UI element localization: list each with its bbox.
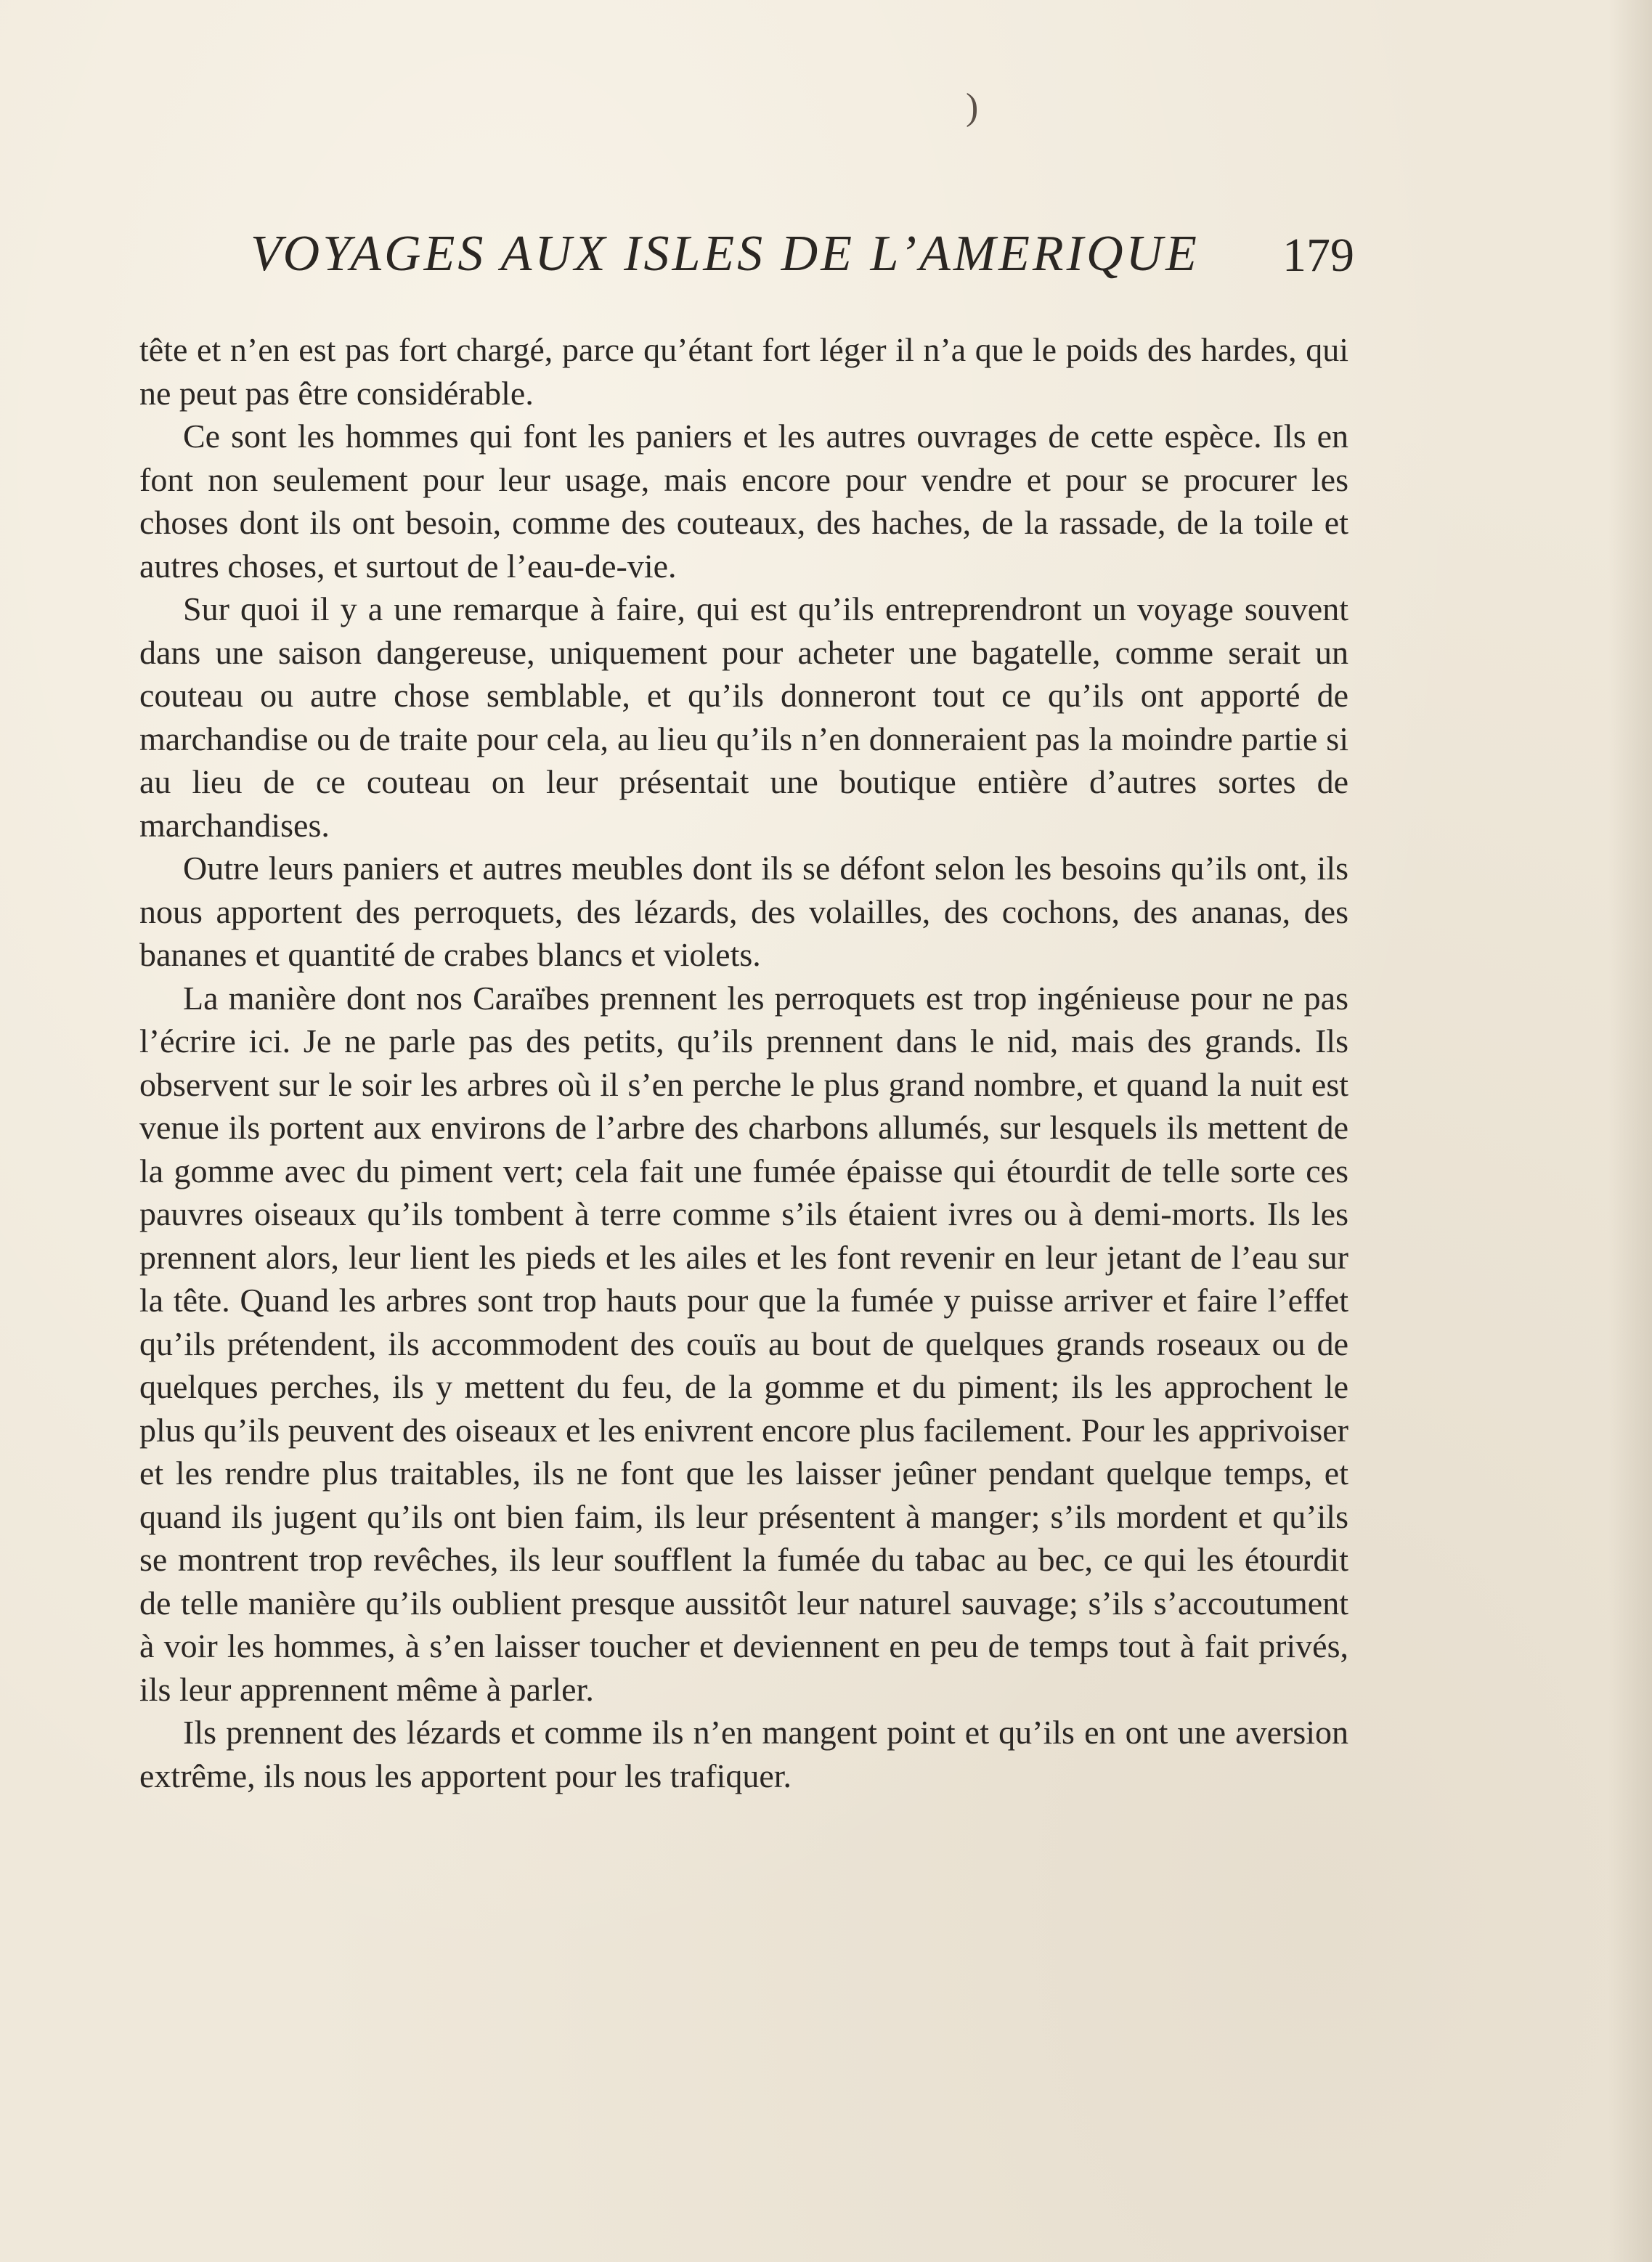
page-edge-shadow [1608,0,1652,2262]
paragraph-6: Ils prennent des lézards et comme ils n’en mangent point et qu’ils en ont une aversion extrême, ils nous les apportent pour les trafiquer. [139,1714,1348,1794]
running-title: VOYAGES AUX ISLES DE L’AMERIQUE [251,226,1200,282]
paragraph-4: Outre leurs paniers et autres meubles dont ils se défont selon les besoins qu’ils ont, ils nous apportent des perroquets, des lézards, des volailles, des cochons, des ananas, des bananes et quantité de crabes blancs et violets. [139,850,1348,973]
running-header [251,225,1354,290]
paragraph-3: Sur quoi il y a une remarque à faire, qui est qu’ils entreprendront un voyage souvent dans une saison dangereuse, uniquement pour acheter une bagatelle, comme serait un couteau ou autre chose semblable, et qu’ils donneront tout ce qu’ils ont apporté de marchandise ou de traite pour cela, au lieu qu’ils n’en donneraient pas la moindre partie si au lieu de ce couteau on leur présentait une boutique entière d’autres sortes de marchandises. [139,590,1348,844]
paragraph-5: La manière dont nos Caraïbes prennent les perroquets est trop ingénieuse pour ne pas l’écrire ici. Je ne parle pas des petits, qu’ils prennent dans le nid, mais des grands. Ils observent sur le soir les arbres où il s’en perche le plus grand nombre, et quand la nuit est venue ils portent aux environs de l’arbre des charbons allumés, sur lesquels ils mettent de la gomme avec du piment vert; cela fait une fumée épaisse qui étourdit de telle sorte ces pauvres oiseaux qu’ils tombent à terre comme s’ils étaient ivres ou à demi-morts. Ils les prennent alors, leur lient les pieds et les ailes et les font revenir en leur jetant de l’eau sur la tête. Quand les arbres sont trop hauts pour que la fumée y puisse arriver et faire l’effet qu’ils prétendent, ils accommodent des couïs au bout de quelques grands roseaux ou de quelques perches, ils y mettent du feu, de la gomme et du piment; ils les approchent le plus qu’ils peuvent des oiseaux et les enivrent encore plus facilement. Pour les apprivoiser et les rendre plus traitables, ils ne font que les laisser jeûner pendant quelque temps, et quand ils jugent qu’ils ont bien faim, ils leur présentent à manger; s’ils mordent et qu’ils se montrent trop revêches, ils leur soufflent la fumée du tabac au bec, ce qui les étourdit de telle manière qu’ils oublient presque aussitôt leur naturel sauvage; s’ils s’accoutument à voir les hommes, à s’en laisser toucher et deviennent en peu de temps tout à fait privés, ils leur apprennent même à parler. [139,979,1348,1708]
paragraph-2: Ce sont les hommes qui font les paniers et les autres ouvrages de cette espèce. Ils en font non seulement pour leur usage, mais encore pour vendre et pour se procurer les choses dont ils ont besoin, comme des couteaux, des haches, de la rassade, de la toile et autres choses, et surtout de l’eau-de-vie. [139,418,1348,585]
paragraph-1: tête et n’en est pas fort chargé, parce qu’étant fort léger il n’a que le poids des hardes, qui ne peut pas être considérable. [139,331,1348,412]
top-mark: ) [966,86,979,128]
page-number: 179 [1282,229,1354,282]
body-text [139,328,1348,1797]
